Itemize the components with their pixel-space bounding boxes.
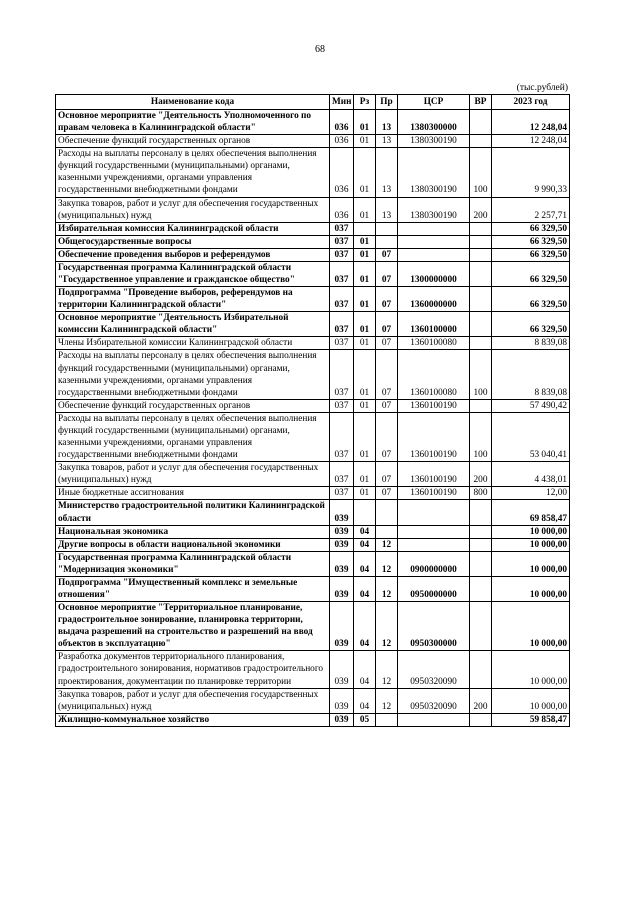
cell-pr <box>376 525 398 538</box>
cell-csr: 1360100080 <box>398 350 470 399</box>
cell-rz: 04 <box>354 538 376 551</box>
cell-name: Государственная программа Калининградской области "Государственное управление и гражданское общество" <box>56 261 330 286</box>
cell-rz: 01 <box>354 287 376 312</box>
cell-amount: 10 000,00 <box>492 525 570 538</box>
table-row <box>56 222 570 235</box>
cell-vr: 200 <box>470 462 492 487</box>
cell-amount: 10 000,00 <box>492 688 570 713</box>
cell-rz: 05 <box>354 713 376 726</box>
cell-vr <box>470 135 492 148</box>
cell-min: 037 <box>330 222 354 235</box>
table-row <box>56 462 570 487</box>
cell-min: 037 <box>330 487 354 500</box>
cell-rz: 01 <box>354 235 376 248</box>
table-row <box>56 261 570 286</box>
cell-rz: 01 <box>354 337 376 350</box>
cell-vr: 100 <box>470 412 492 461</box>
table-row <box>56 713 570 726</box>
cell-csr: 1380300190 <box>398 135 470 148</box>
cell-min: 037 <box>330 337 354 350</box>
cell-amount: 10 000,00 <box>492 576 570 601</box>
cell-amount: 66 329,50 <box>492 235 570 248</box>
cell-csr <box>398 525 470 538</box>
cell-vr: 800 <box>470 487 492 500</box>
cell-csr: 1380300190 <box>398 148 470 197</box>
cell-vr <box>470 337 492 350</box>
cell-name: Жилищно-коммунальное хозяйство <box>56 713 330 726</box>
cell-name: Обеспечение проведения выборов и референдумов <box>56 248 330 261</box>
cell-amount: 12,00 <box>492 487 570 500</box>
cell-vr: 100 <box>470 148 492 197</box>
cell-amount: 59 858,47 <box>492 713 570 726</box>
cell-min: 037 <box>330 312 354 337</box>
cell-csr <box>398 222 470 235</box>
cell-min: 039 <box>330 538 354 551</box>
cell-rz: 01 <box>354 350 376 399</box>
header-amount: 2023 год <box>492 95 570 110</box>
cell-csr: 0950300000 <box>398 602 470 651</box>
table-row <box>56 525 570 538</box>
header-min: Мин <box>330 95 354 110</box>
cell-rz: 04 <box>354 651 376 688</box>
cell-rz: 01 <box>354 312 376 337</box>
table-row <box>56 287 570 312</box>
units-label: (тыс.рублей) <box>516 83 568 93</box>
cell-rz: 04 <box>354 525 376 538</box>
cell-vr <box>470 235 492 248</box>
cell-rz: 01 <box>354 462 376 487</box>
cell-min: 039 <box>330 713 354 726</box>
cell-csr: 1300000000 <box>398 261 470 286</box>
cell-name: Другие вопросы в области национальной экономики <box>56 538 330 551</box>
table-row <box>56 551 570 576</box>
cell-name: Национальная экономика <box>56 525 330 538</box>
cell-pr: 13 <box>376 197 398 222</box>
cell-pr: 07 <box>376 462 398 487</box>
cell-vr <box>470 500 492 525</box>
cell-min: 039 <box>330 551 354 576</box>
cell-min: 039 <box>330 688 354 713</box>
cell-amount: 57 490,42 <box>492 399 570 412</box>
table-row <box>56 500 570 525</box>
cell-csr: 1360100190 <box>398 462 470 487</box>
cell-rz: 04 <box>354 576 376 601</box>
table-row <box>56 651 570 688</box>
cell-amount: 66 329,50 <box>492 287 570 312</box>
table-row <box>56 688 570 713</box>
header-csr: ЦСР <box>398 95 470 110</box>
table-row <box>56 235 570 248</box>
cell-name: Государственная программа Калининградской области "Модернизация экономики" <box>56 551 330 576</box>
cell-pr: 13 <box>376 110 398 135</box>
table-row <box>56 312 570 337</box>
cell-pr: 12 <box>376 688 398 713</box>
cell-rz: 01 <box>354 399 376 412</box>
cell-min: 036 <box>330 135 354 148</box>
cell-csr: 1360100080 <box>398 337 470 350</box>
table-row <box>56 487 570 500</box>
cell-name: Закупка товаров, работ и услуг для обеспечения государственных (муниципальных) нужд <box>56 462 330 487</box>
table-row <box>56 412 570 461</box>
cell-min: 037 <box>330 261 354 286</box>
cell-min: 039 <box>330 525 354 538</box>
cell-vr <box>470 525 492 538</box>
cell-vr <box>470 110 492 135</box>
cell-rz: 04 <box>354 602 376 651</box>
cell-rz: 01 <box>354 148 376 197</box>
cell-name: Министерство градостроительной политики Калининградской области <box>56 500 330 525</box>
cell-amount: 10 000,00 <box>492 551 570 576</box>
cell-pr: 07 <box>376 261 398 286</box>
cell-min: 037 <box>330 287 354 312</box>
cell-amount: 53 040,41 <box>492 412 570 461</box>
cell-pr: 13 <box>376 148 398 197</box>
cell-name: Обеспечение функций государственных органов <box>56 399 330 412</box>
cell-pr: 07 <box>376 350 398 399</box>
table-body <box>56 110 570 727</box>
cell-pr: 07 <box>376 287 398 312</box>
cell-min: 036 <box>330 148 354 197</box>
cell-rz: 04 <box>354 551 376 576</box>
cell-amount: 10 000,00 <box>492 651 570 688</box>
cell-vr <box>470 261 492 286</box>
cell-amount: 69 858,47 <box>492 500 570 525</box>
table-row <box>56 248 570 261</box>
cell-csr: 1360100190 <box>398 412 470 461</box>
cell-csr: 1360100190 <box>398 399 470 412</box>
cell-name: Подпрограмма "Имущественный комплекс и земельные отношения" <box>56 576 330 601</box>
cell-rz <box>354 500 376 525</box>
cell-csr: 0950000000 <box>398 576 470 601</box>
table-row <box>56 576 570 601</box>
table-row <box>56 197 570 222</box>
cell-csr <box>398 235 470 248</box>
cell-min: 036 <box>330 197 354 222</box>
cell-pr: 12 <box>376 651 398 688</box>
cell-csr <box>398 500 470 525</box>
cell-name: Основное мероприятие "Деятельность Уполномоченного по правам человека в Калининградской области" <box>56 110 330 135</box>
cell-name: Закупка товаров, работ и услуг для обеспечения государственных (муниципальных) нужд <box>56 688 330 713</box>
page-number: 68 <box>315 44 325 55</box>
cell-rz: 01 <box>354 261 376 286</box>
cell-amount: 66 329,50 <box>492 222 570 235</box>
header-pr: Пр <box>376 95 398 110</box>
cell-pr: 07 <box>376 248 398 261</box>
cell-min: 037 <box>330 350 354 399</box>
cell-pr: 07 <box>376 312 398 337</box>
cell-vr <box>470 602 492 651</box>
cell-min: 039 <box>330 651 354 688</box>
cell-vr <box>470 287 492 312</box>
table-row <box>56 110 570 135</box>
cell-pr <box>376 500 398 525</box>
cell-csr: 0900000000 <box>398 551 470 576</box>
cell-pr <box>376 713 398 726</box>
cell-amount: 2 257,71 <box>492 197 570 222</box>
cell-pr <box>376 235 398 248</box>
cell-min: 039 <box>330 576 354 601</box>
cell-csr: 1360100190 <box>398 487 470 500</box>
cell-rz: 01 <box>354 487 376 500</box>
cell-name: Основное мероприятие "Территориальное планирование, градостроительное зонирование, планировка территории, выдача разрешений на строительство и разрешений на ввод объектов в эксплуатацию" <box>56 602 330 651</box>
cell-amount: 10 000,00 <box>492 602 570 651</box>
cell-vr: 100 <box>470 350 492 399</box>
table-row <box>56 538 570 551</box>
cell-vr: 200 <box>470 197 492 222</box>
cell-name: Подпрограмма "Проведение выборов, референдумов на территории Калининградской области" <box>56 287 330 312</box>
table-row <box>56 602 570 651</box>
cell-name: Избирательная комиссия Калининградской области <box>56 222 330 235</box>
cell-min: 036 <box>330 110 354 135</box>
cell-min: 037 <box>330 412 354 461</box>
cell-amount: 12 248,04 <box>492 110 570 135</box>
header-vr: ВР <box>470 95 492 110</box>
cell-pr: 13 <box>376 135 398 148</box>
cell-vr <box>470 551 492 576</box>
cell-vr <box>470 312 492 337</box>
table-row <box>56 399 570 412</box>
cell-min: 039 <box>330 602 354 651</box>
cell-amount: 66 329,50 <box>492 261 570 286</box>
cell-pr: 12 <box>376 538 398 551</box>
cell-min: 037 <box>330 462 354 487</box>
cell-vr <box>470 399 492 412</box>
table-row <box>56 148 570 197</box>
cell-rz: 01 <box>354 248 376 261</box>
table-row <box>56 337 570 350</box>
cell-rz: 01 <box>354 412 376 461</box>
table-row <box>56 135 570 148</box>
cell-csr: 1360000000 <box>398 287 470 312</box>
cell-vr <box>470 222 492 235</box>
cell-name: Расходы на выплаты персоналу в целях обеспечения выполнения функций государственными (муниципальными) органами, казенными учреждениями, органами управления государственными внебюджетными фондами <box>56 148 330 197</box>
cell-vr <box>470 248 492 261</box>
cell-min: 037 <box>330 248 354 261</box>
cell-amount: 66 329,50 <box>492 248 570 261</box>
cell-vr <box>470 713 492 726</box>
cell-vr <box>470 651 492 688</box>
cell-csr: 1380300190 <box>398 197 470 222</box>
cell-rz <box>354 222 376 235</box>
cell-amount: 4 438,01 <box>492 462 570 487</box>
cell-amount: 9 990,33 <box>492 148 570 197</box>
budget-table <box>55 94 570 727</box>
cell-pr: 07 <box>376 487 398 500</box>
cell-vr <box>470 538 492 551</box>
cell-name: Обеспечение функций государственных органов <box>56 135 330 148</box>
cell-rz: 01 <box>354 135 376 148</box>
cell-pr: 07 <box>376 337 398 350</box>
cell-name: Разработка документов территориального планирования, градостроительного зонирования, нормативов градостроительного проектирования, документации по планировке территории <box>56 651 330 688</box>
cell-csr: 0950320090 <box>398 688 470 713</box>
cell-name: Закупка товаров, работ и услуг для обеспечения государственных (муниципальных) нужд <box>56 197 330 222</box>
cell-amount: 8 839,08 <box>492 337 570 350</box>
table-header-row <box>56 95 570 110</box>
cell-pr: 07 <box>376 412 398 461</box>
cell-pr: 12 <box>376 551 398 576</box>
cell-rz: 04 <box>354 688 376 713</box>
cell-pr: 12 <box>376 576 398 601</box>
cell-amount: 66 329,50 <box>492 312 570 337</box>
cell-csr <box>398 713 470 726</box>
cell-rz: 01 <box>354 110 376 135</box>
cell-csr <box>398 248 470 261</box>
cell-min: 039 <box>330 500 354 525</box>
cell-name: Члены Избирательной комиссии Калининградской области <box>56 337 330 350</box>
cell-name: Расходы на выплаты персоналу в целях обеспечения выполнения функций государственными (муниципальными) органами, казенными учреждениями, органами управления государственными внебюджетными фондами <box>56 412 330 461</box>
cell-vr <box>470 576 492 601</box>
table-row <box>56 350 570 399</box>
cell-rz: 01 <box>354 197 376 222</box>
cell-pr: 07 <box>376 399 398 412</box>
cell-name: Общегосударственные вопросы <box>56 235 330 248</box>
cell-min: 037 <box>330 235 354 248</box>
header-name: Наименование кода <box>56 95 330 110</box>
cell-csr: 1380300000 <box>398 110 470 135</box>
cell-min: 037 <box>330 399 354 412</box>
cell-vr: 200 <box>470 688 492 713</box>
cell-amount: 12 248,04 <box>492 135 570 148</box>
cell-csr: 1360100000 <box>398 312 470 337</box>
cell-pr <box>376 222 398 235</box>
cell-amount: 8 839,08 <box>492 350 570 399</box>
cell-name: Иные бюджетные ассигнования <box>56 487 330 500</box>
cell-csr <box>398 538 470 551</box>
cell-amount: 10 000,00 <box>492 538 570 551</box>
cell-pr: 12 <box>376 602 398 651</box>
cell-csr: 0950320090 <box>398 651 470 688</box>
cell-name: Основное мероприятие "Деятельность Избирательной комиссии Калининградской области" <box>56 312 330 337</box>
cell-name: Расходы на выплаты персоналу в целях обеспечения выполнения функций государственными (муниципальными) органами, казенными учреждениями, органами управления государственными внебюджетными фондами <box>56 350 330 399</box>
header-rz: Рз <box>354 95 376 110</box>
